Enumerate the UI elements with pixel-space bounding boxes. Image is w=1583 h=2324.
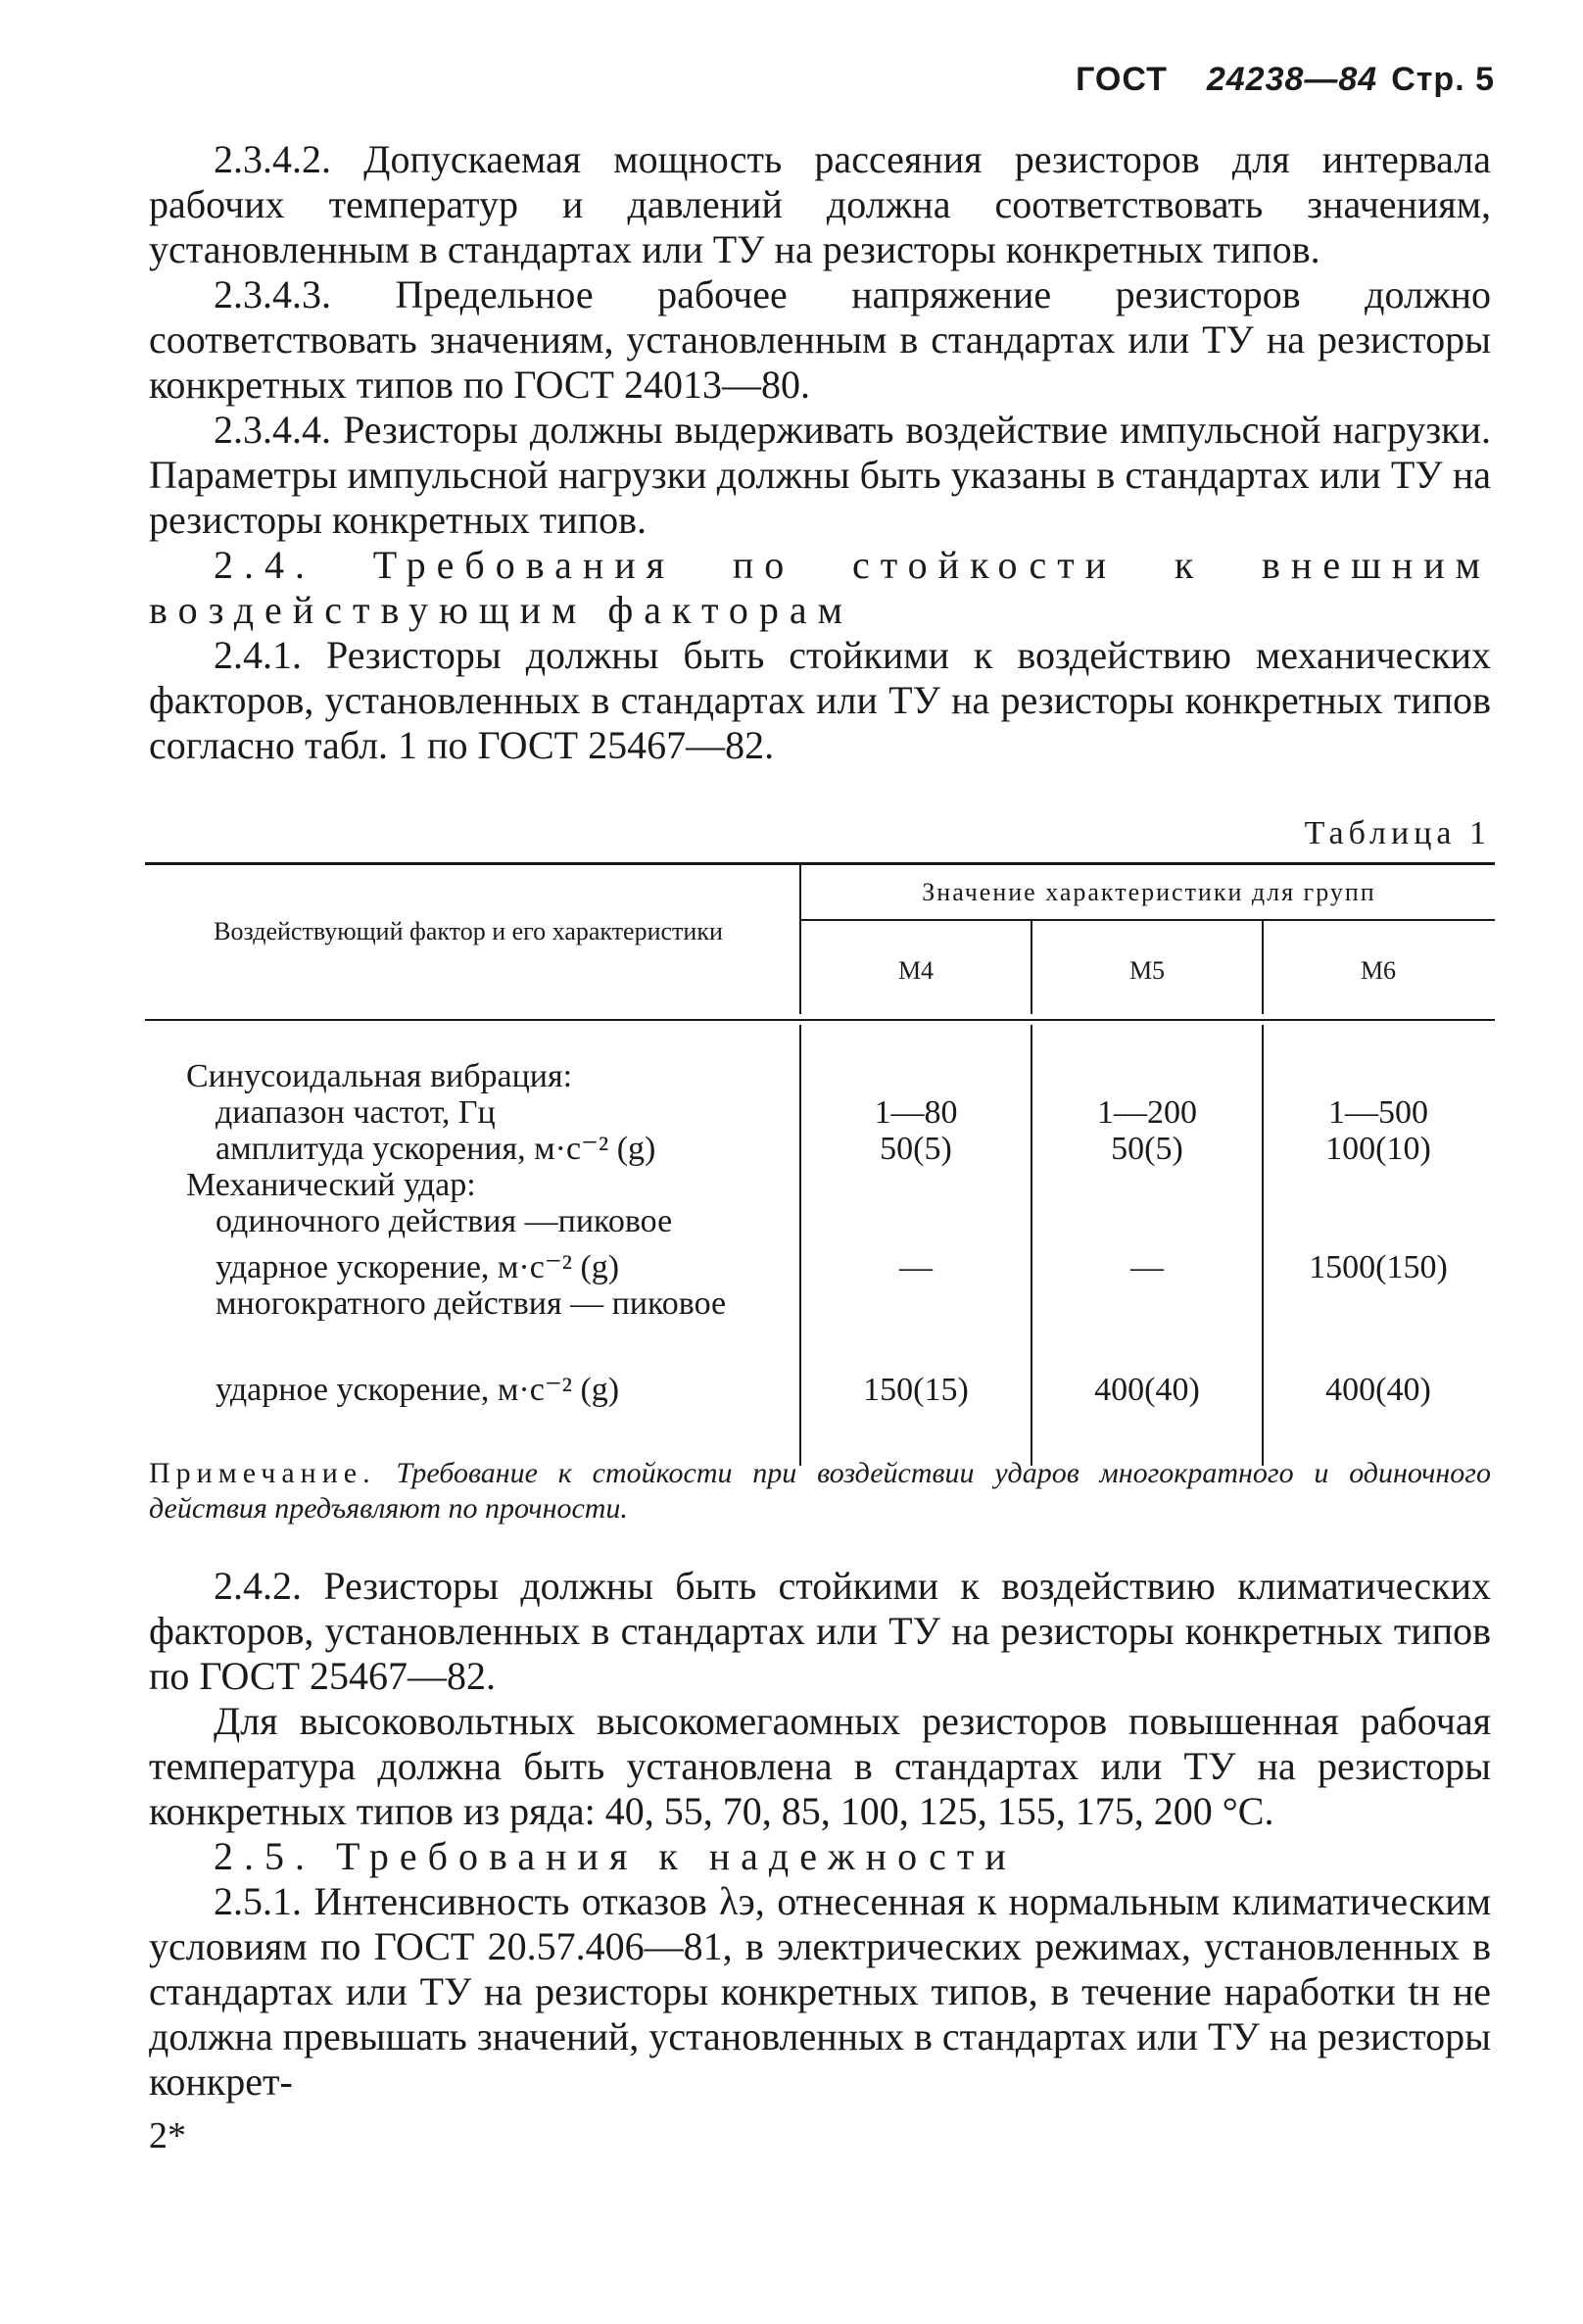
section-heading-2-5: 2.5. Требования к надежности bbox=[214, 1834, 1017, 1878]
table-top-rule bbox=[145, 862, 1495, 865]
row-label-frequency-range: диапазон частот, Гц bbox=[216, 1094, 496, 1131]
group-header-rule bbox=[799, 919, 1495, 921]
table-note bbox=[149, 1456, 1491, 1526]
cell-frequency-m5: 1—200 bbox=[1097, 1094, 1197, 1131]
page-footer-signature: 2* bbox=[149, 2115, 186, 2156]
header-page-number: Стр. 5 bbox=[1391, 61, 1495, 98]
note-label: Примечание. bbox=[149, 1457, 376, 1489]
row-label-shock-acceleration: ударное ускорение, м·с⁻² (g) bbox=[216, 1372, 620, 1408]
paragraph-2-5-1: 2.5.1. Интенсивность отказов λэ, отнесенная к нормальным климатическим условиям по ГОСТ 20.57.406—81, в электрических режимах, установленных в стандартах или ТУ на резисторы конкретных типов, в течение наработки tн не должна превышать значений, установленных в стандартах или ТУ на резисторы конкрет- bbox=[149, 1879, 1491, 2104]
group-column-header: Значение характеристики для групп bbox=[922, 878, 1376, 906]
page-header bbox=[1076, 61, 1495, 99]
cell-amplitude-m6: 100(10) bbox=[1325, 1131, 1431, 1167]
row-label-mechanical-shock: Механический удар: bbox=[186, 1167, 476, 1203]
factor-column-header: Воздействующий фактор и его характеристики bbox=[214, 917, 723, 945]
cell-single-shock-m4: — bbox=[899, 1249, 933, 1285]
cell-multi-shock-m6: 400(40) bbox=[1325, 1372, 1431, 1408]
header-gost: ГОСТ bbox=[1076, 61, 1168, 98]
upper-text-block bbox=[149, 137, 1491, 768]
group-header-m5: М5 bbox=[1128, 956, 1166, 985]
row-label-single-action: одиночного действия —пиковое bbox=[216, 1203, 673, 1239]
header-bottom-rule bbox=[145, 1019, 1495, 1021]
cell-amplitude-m5: 50(5) bbox=[1111, 1131, 1183, 1167]
table-1 bbox=[145, 862, 1495, 1479]
paragraph-2-3-4-2: 2.3.4.2. Допускаемая мощность рассеяния резисторов для интервала рабочих температур и давлений должна соответствовать значениям, установленным в стандартах или ТУ на резисторы конкретных типов. bbox=[149, 137, 1491, 271]
table-caption: Таблица 1 bbox=[1304, 815, 1491, 851]
paragraph-2-3-4-4: 2.3.4.4. Резисторы должны выдерживать воздействие импульсной нагрузки. Параметры импульсной нагрузки должны быть указаны в стандартах или ТУ на резисторы конкретных типов. bbox=[149, 408, 1491, 542]
cell-multi-shock-m4: 150(15) bbox=[863, 1372, 969, 1408]
row-label-shock-acceleration: ударное ускорение, м·с⁻² (g) bbox=[216, 1249, 620, 1285]
cell-multi-shock-m5: 400(40) bbox=[1094, 1372, 1200, 1408]
header-divider bbox=[799, 862, 801, 1014]
note-text: Требование к стойкости при воздействии ударов многократного и одиночного действия предъявляют по прочности. bbox=[149, 1457, 1491, 1525]
cell-amplitude-m4: 50(5) bbox=[880, 1131, 952, 1167]
header-standard-number: 24238—84 bbox=[1206, 61, 1378, 98]
group-header-m6: М6 bbox=[1360, 956, 1397, 985]
cell-single-shock-m6: 1500(150) bbox=[1309, 1249, 1448, 1285]
paragraph-2-3-4-3: 2.3.4.3. Предельное рабочее напряжение резисторов должно соответствовать значениям, установленным в стандартах или ТУ на резисторы конкретных типов по ГОСТ 24013—80. bbox=[149, 272, 1491, 407]
section-heading-2-4: 2.4. Требования по стойкости к внешним воздействующим факторам bbox=[149, 543, 1491, 632]
paragraph-2-4-1: 2.4.1. Резисторы должны быть стойкими к воздействию механических факторов, установленных в стандартах или ТУ на резисторы конкретных типов согласно табл. 1 по ГОСТ 25467—82. bbox=[149, 633, 1491, 767]
lower-text-block bbox=[149, 1564, 1491, 2105]
row-label-sinusoidal-vibration: Синусоидальная вибрация: bbox=[186, 1058, 573, 1094]
cell-single-shock-m5: — bbox=[1130, 1249, 1164, 1285]
row-label-acceleration-amplitude: амплитуда ускорения, м·с⁻² (g) bbox=[216, 1131, 656, 1167]
paragraph-high-voltage: Для высоковольтных высокомегаомных резисторов повышенная рабочая температура должна быть установлена в стандартах или ТУ на резисторы конкретных типов из ряда: 40, 55, 70, 85, 100, 125, 155, 175, 200 °С. bbox=[149, 1699, 1491, 1833]
cell-frequency-m4: 1—80 bbox=[874, 1094, 958, 1131]
paragraph-2-4-2: 2.4.2. Резисторы должны быть стойкими к воздействию климатических факторов, установленных в стандартах или ТУ на резисторы конкретных типов по ГОСТ 25467—82. bbox=[149, 1564, 1491, 1698]
cell-frequency-m6: 1—500 bbox=[1328, 1094, 1428, 1131]
row-label-multiple-action: многократного действия — пиковое bbox=[216, 1285, 727, 1322]
group-header-m4: М4 bbox=[897, 956, 935, 985]
